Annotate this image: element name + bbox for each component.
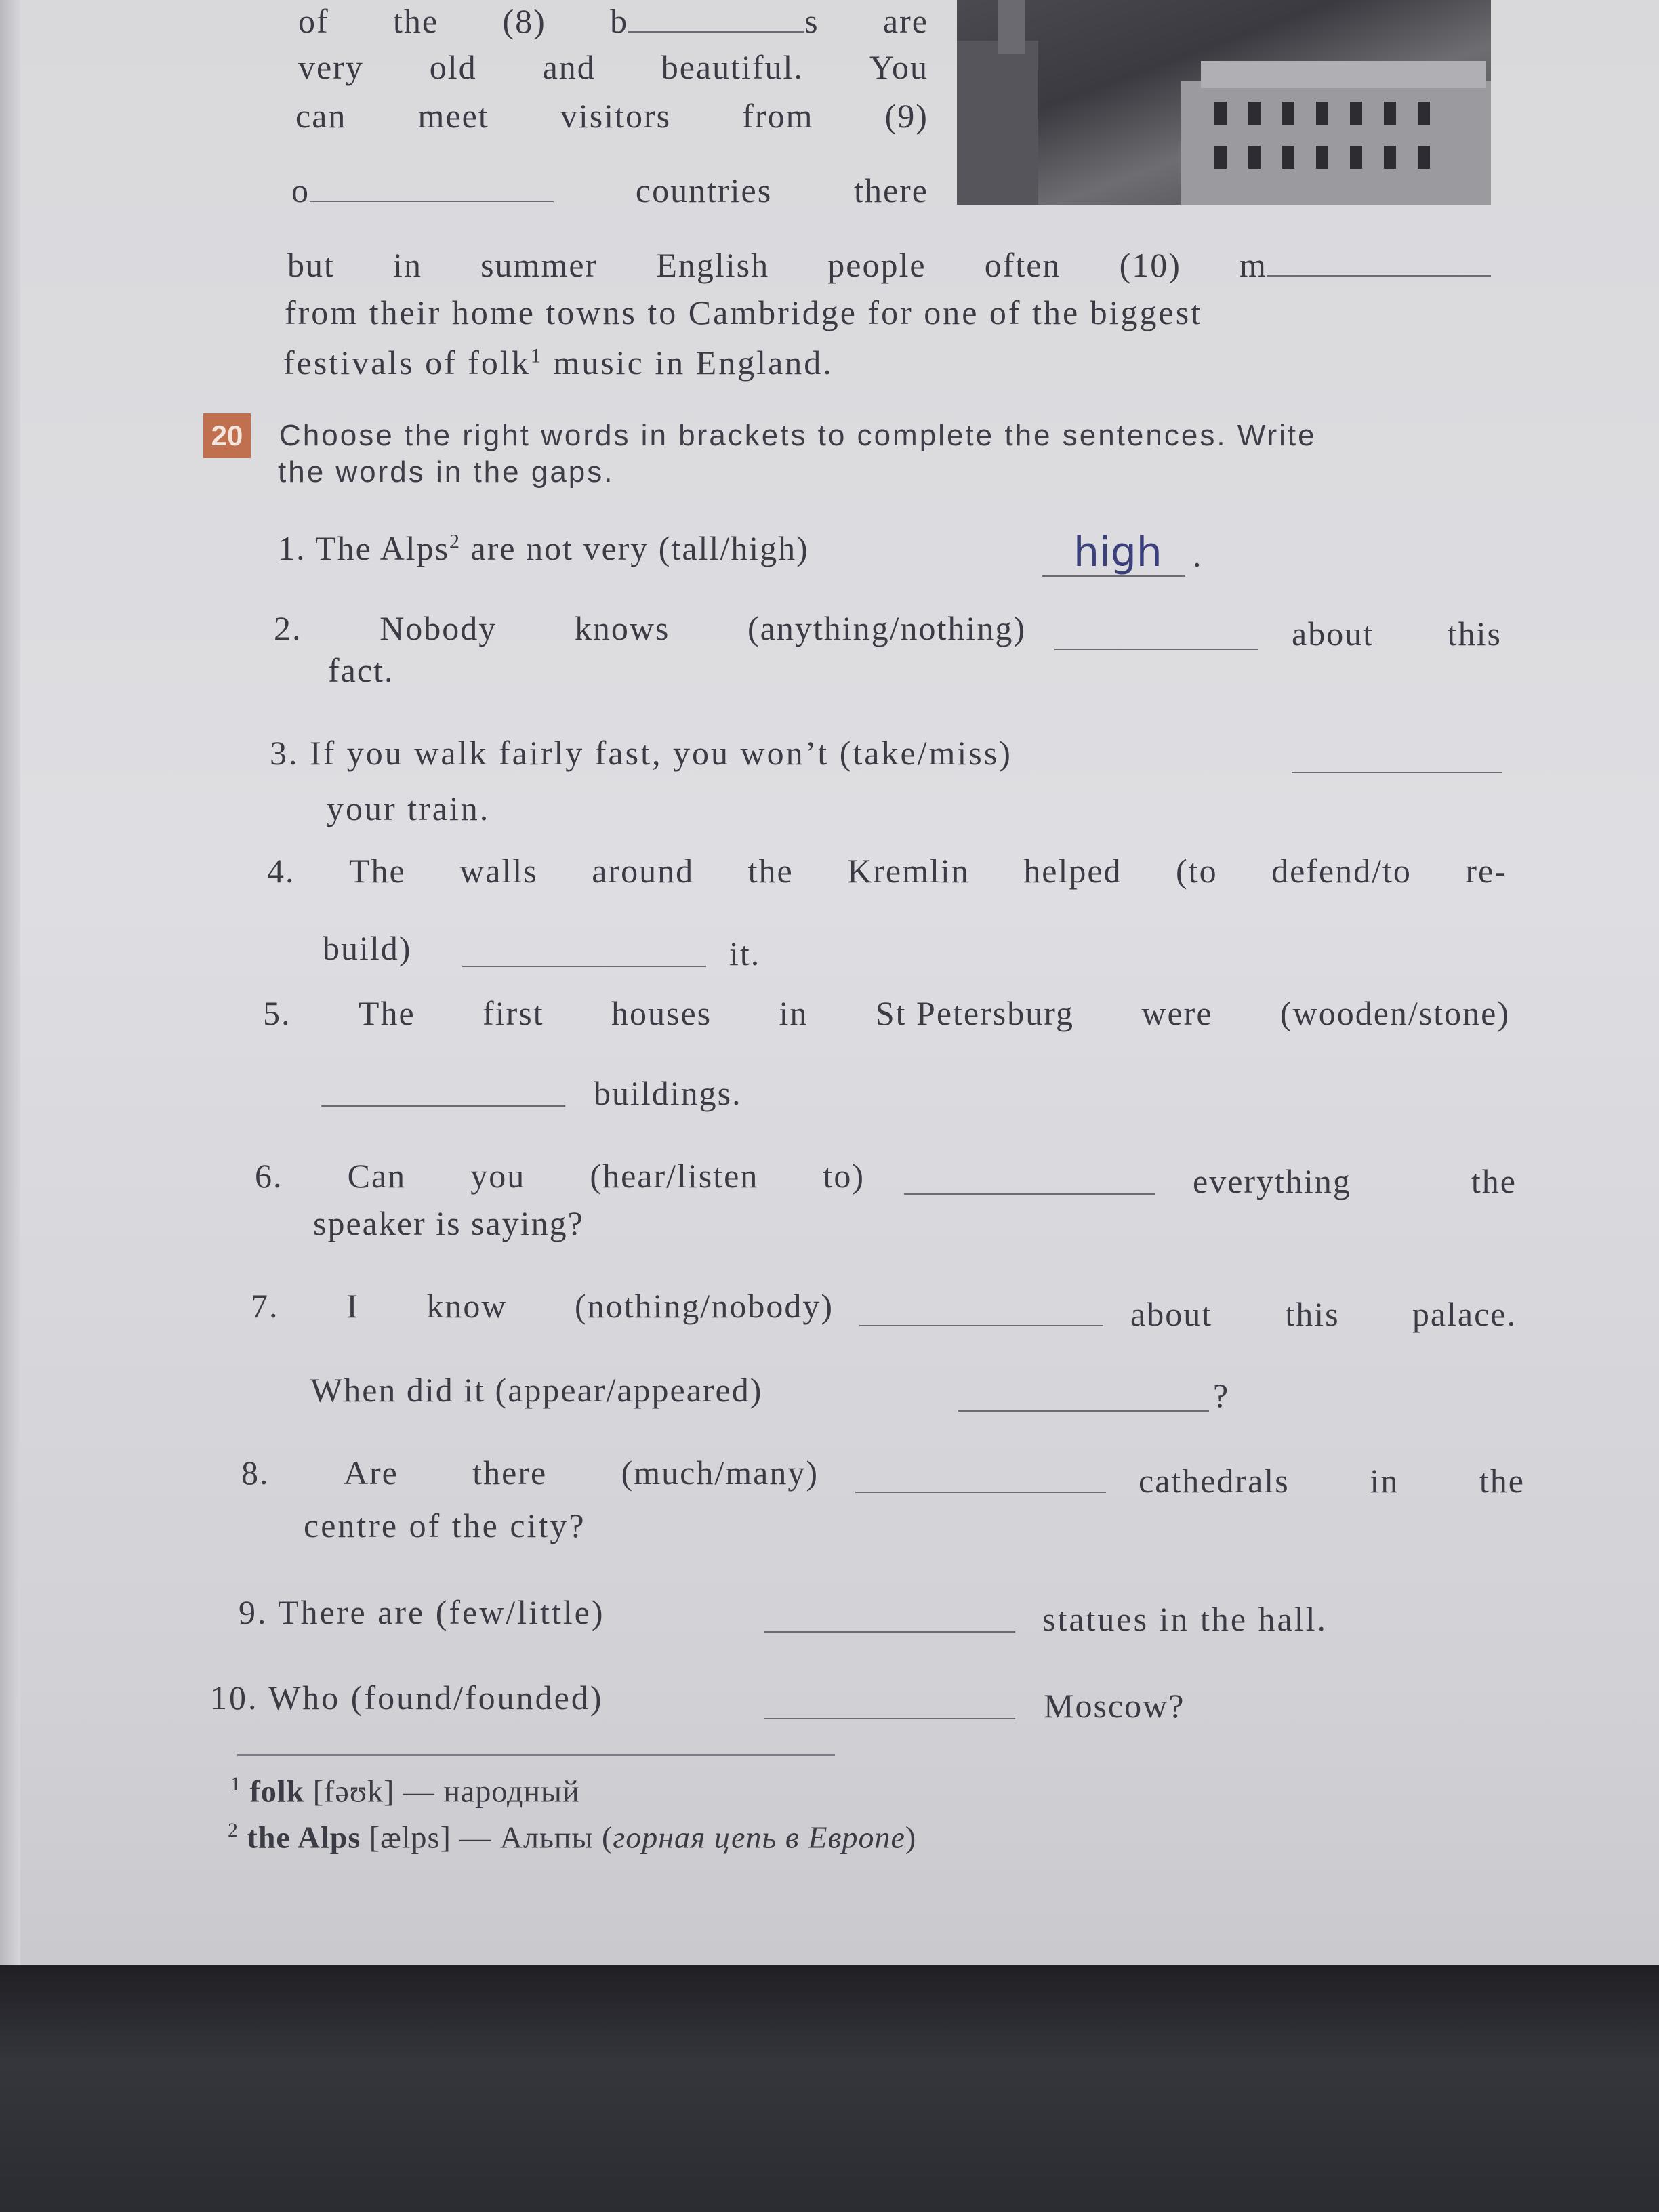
word: 6.: [255, 1157, 283, 1195]
item-7-after: [1130, 1294, 1517, 1334]
item-2-after: [1292, 614, 1502, 653]
answer-gap-10[interactable]: [764, 1717, 1015, 1719]
word: defend/to: [1271, 852, 1412, 890]
answer-gap-3[interactable]: [1292, 771, 1502, 773]
item-8-continuation: centre of the city?: [304, 1507, 586, 1544]
word: first: [483, 994, 544, 1032]
word: everything: [1193, 1162, 1351, 1200]
word: (wooden/stone): [1279, 994, 1510, 1032]
word: 7.: [251, 1287, 279, 1325]
item-8-after: [1139, 1461, 1525, 1500]
word: visitors: [560, 97, 672, 135]
reading-line-5: [287, 245, 1491, 285]
exercise-instruction-line-2: the words in the gaps.: [278, 455, 615, 489]
word: about: [1130, 1295, 1213, 1333]
word: Kremlin: [847, 852, 970, 890]
word: and: [542, 48, 596, 86]
word: English: [656, 246, 770, 284]
footnote-1: $^1$ folk [fəʊk] — народный: [230, 1773, 580, 1809]
reading-line-7: festivals of folk$^1$ music in England.: [283, 344, 834, 382]
word: of: [298, 2, 329, 40]
word: (nothing/nobody): [575, 1287, 834, 1325]
word: St Petersburg: [875, 994, 1074, 1032]
item-6-after: [1193, 1162, 1517, 1201]
answer-gap-7a[interactable]: [859, 1324, 1103, 1326]
word: beautiful.: [661, 48, 804, 86]
answer-gap-4[interactable]: [462, 965, 706, 967]
item-4-continuation: build): [323, 929, 412, 967]
word: (hear/listen: [590, 1157, 759, 1195]
word: knows: [574, 609, 670, 647]
word: 5.: [263, 994, 291, 1032]
word: You: [869, 48, 928, 86]
word: countries: [635, 171, 773, 209]
item-3-continuation: your train.: [327, 790, 491, 827]
word: (much/many): [621, 1454, 819, 1492]
exercise-item-7: [251, 1286, 834, 1326]
page-spine: [0, 0, 20, 1965]
word: cathedrals: [1139, 1462, 1290, 1500]
exercise-item-6: [255, 1156, 865, 1195]
word: walls: [459, 852, 538, 890]
gap-10: m: [1240, 245, 1491, 285]
word: in: [393, 246, 422, 284]
item-7-question-mark: ?: [1213, 1376, 1230, 1414]
word: 2.: [274, 609, 302, 647]
exercise-instruction-line-1: Choose the right words in brackets to complete the sentences. Write: [279, 419, 1317, 452]
reading-line-3: [295, 96, 928, 136]
word: The: [348, 852, 406, 890]
handwritten-answer-1: high: [1073, 529, 1162, 576]
word: there: [854, 171, 928, 209]
footnote-2: $^2$ the Alps [ælps] — Альпы (горная цепь в Европе): [228, 1819, 917, 1855]
word: about: [1292, 615, 1374, 653]
word: Are: [343, 1454, 398, 1492]
word: Nobody: [380, 609, 497, 647]
reading-line-2: [298, 47, 928, 87]
word: in: [1370, 1462, 1399, 1500]
word: this: [1285, 1295, 1340, 1333]
word: palace.: [1412, 1295, 1517, 1333]
word: (10): [1119, 246, 1181, 284]
exercise-item-10: 10. Who (found/founded): [210, 1679, 604, 1717]
table-background: [0, 1965, 1659, 2212]
word: (anything/nothing): [747, 609, 1026, 647]
word: there: [472, 1454, 548, 1492]
answer-gap-6[interactable]: [904, 1193, 1155, 1195]
exercise-item-2: [274, 609, 1026, 648]
word: from: [742, 97, 814, 135]
word: 4.: [267, 852, 295, 890]
word: old: [429, 48, 477, 86]
word: Can: [347, 1157, 407, 1195]
exercise-item-9: 9. There are (few/little): [239, 1593, 605, 1631]
word: know: [426, 1287, 508, 1325]
word: in: [779, 994, 808, 1032]
word: the: [1471, 1162, 1517, 1200]
word: summer: [480, 246, 598, 284]
word: to): [823, 1157, 865, 1195]
word: around: [592, 852, 695, 890]
item-9-after: statues in the hall.: [1042, 1600, 1328, 1638]
answer-gap-8[interactable]: [855, 1491, 1106, 1493]
exercise-item-5: [263, 994, 1510, 1033]
word: (9): [884, 97, 928, 135]
item-1-period: .: [1193, 536, 1203, 574]
word: are: [882, 2, 928, 40]
word: this: [1447, 615, 1502, 653]
item-10-after: Moscow?: [1044, 1687, 1185, 1725]
word: people: [827, 246, 926, 284]
gap-9: o: [291, 171, 554, 210]
word: 8.: [241, 1454, 270, 1492]
cambridge-photo: [957, 0, 1491, 205]
word: but: [287, 246, 335, 284]
answer-gap-7b[interactable]: [958, 1410, 1209, 1412]
exercise-item-4: [267, 851, 1507, 890]
reading-line-6: from their home towns to Cambridge for one of the biggest: [285, 293, 1203, 331]
item-6-continuation: speaker is saying?: [313, 1204, 584, 1242]
word: the: [393, 2, 439, 40]
word: very: [298, 48, 364, 86]
answer-gap-9[interactable]: [764, 1631, 1015, 1633]
item-2-continuation: fact.: [328, 651, 394, 689]
answer-gap-5[interactable]: [321, 1105, 565, 1107]
word: often: [984, 246, 1061, 284]
word: the: [747, 852, 794, 890]
word: (to: [1176, 852, 1218, 890]
word: re-: [1465, 852, 1507, 890]
word: The: [358, 994, 415, 1032]
reading-line-4: [291, 171, 928, 210]
word: helped: [1023, 852, 1122, 890]
exercise-item-1: 1. The Alps$^2$ are not very (tall/high): [278, 529, 809, 567]
word: the: [1479, 1462, 1525, 1500]
gap-8: b s: [610, 2, 819, 40]
exercise-number-badge: 20: [203, 413, 251, 458]
word: houses: [611, 994, 712, 1032]
exercise-item-3: 3. If you walk fairly fast, you won’t (take/miss): [270, 734, 1012, 772]
footnote-divider: [237, 1754, 835, 1756]
word: you: [470, 1157, 526, 1195]
reading-line-1: [298, 1, 928, 41]
item-7-continuation: When did it (appear/appeared): [310, 1371, 763, 1409]
word: were: [1141, 994, 1213, 1032]
item-5-continuation: buildings.: [594, 1074, 742, 1112]
word: can: [295, 97, 347, 135]
answer-gap-2[interactable]: [1054, 648, 1258, 650]
word: I: [346, 1287, 359, 1325]
word: (8): [502, 2, 546, 40]
exercise-item-8: [241, 1453, 819, 1492]
item-4-end: it.: [729, 935, 761, 972]
word: meet: [417, 97, 489, 135]
